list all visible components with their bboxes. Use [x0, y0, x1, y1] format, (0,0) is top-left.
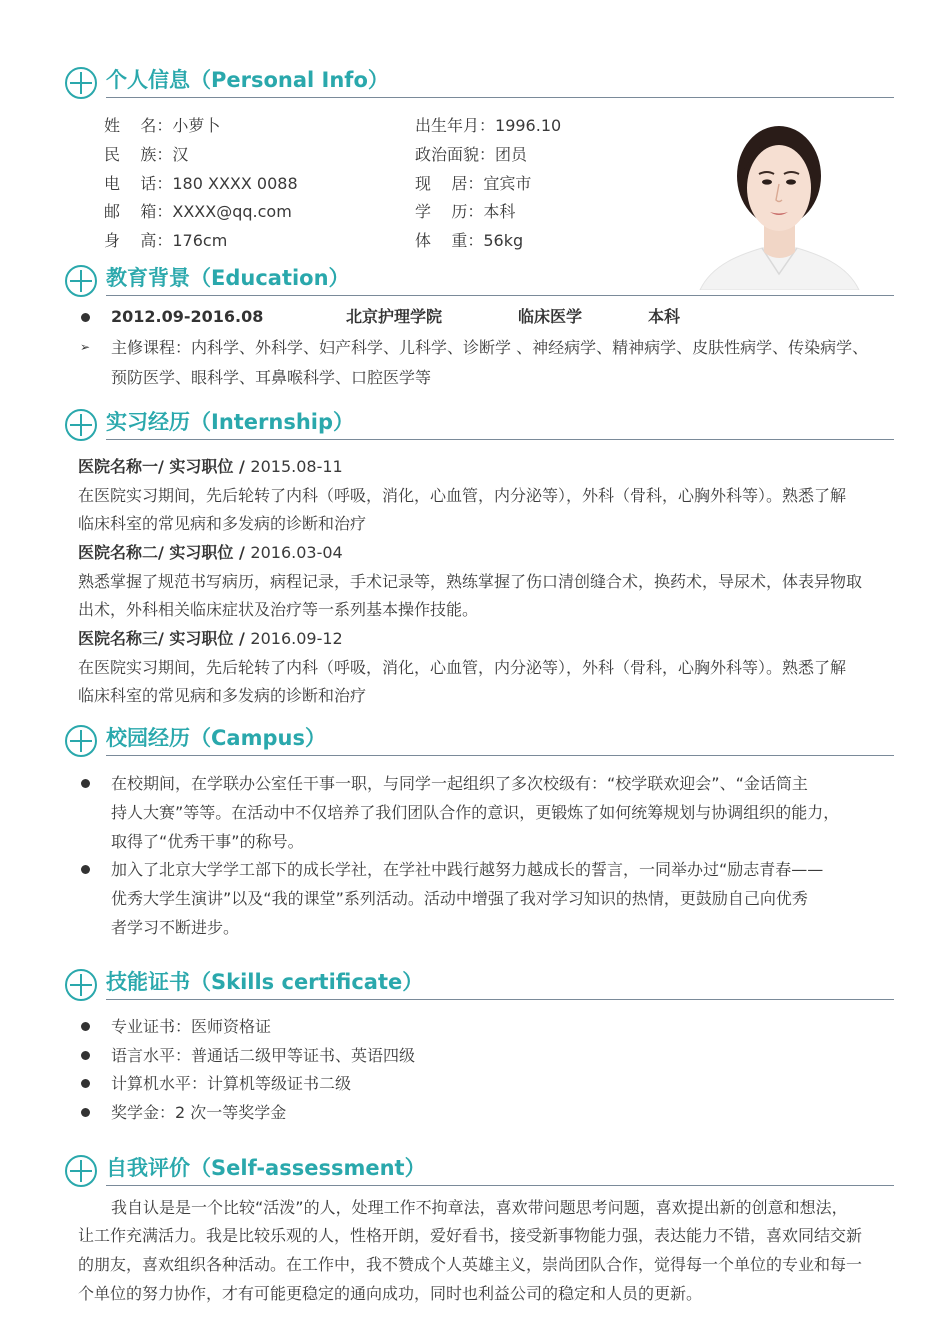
internship-heading — [78, 538, 343, 567]
plus-circle-icon — [64, 408, 98, 442]
info-residence-value: 宜宾市 — [483, 174, 532, 193]
plus-circle-icon — [64, 1154, 98, 1188]
info-height-key: 身 高： — [104, 231, 173, 250]
internship-title: 医院名称一/ 实习职位 / — [78, 457, 251, 476]
skill-item: 计算机水平：计算机等级证书二级 — [111, 1074, 352, 1093]
info-weight-value: 56kg — [483, 231, 524, 250]
info-nation-key: 民 族： — [104, 145, 173, 164]
section-divider — [106, 97, 894, 98]
plus-circle-icon — [64, 66, 98, 100]
edu-courses-line: 主修课程：内科学、外科学、妇产科学、儿科学、诊断学 、神经病学、精神病学、皮肤性病学、传染病学、 — [111, 338, 869, 357]
info-phone-key: 电 话： — [104, 174, 173, 193]
self-assessment-line: 的朋友，喜欢组织各种活动。在工作中，我不赞成个人英雄主义，崇尚团队合作，觉得每一个单位的专业和每一 — [78, 1255, 863, 1274]
info-birth — [415, 116, 561, 136]
campus-line: 优秀大学生演讲”以及“我的课堂”系列活动。活动中增强了我对学习知识的热情，更鼓励自己向优秀 — [111, 889, 808, 908]
info-height-value: 176cm — [172, 231, 228, 250]
section-title-education: 教育背景（Education） — [106, 266, 350, 290]
internship-heading — [78, 624, 343, 653]
self-assessment-line: 我自认是是一个比较“活泼”的人，处理工作不拘章法，喜欢带问题思考问题，喜欢提出新的创意和想法， — [111, 1198, 848, 1217]
plus-circle-icon — [64, 724, 98, 758]
section-divider — [106, 295, 894, 296]
bullet-dot-icon — [81, 779, 90, 788]
internship-desc-line: 在医院实习期间，先后轮转了内科（呼吸，消化，心血管，内分泌等），外科（骨科，心胸外科等）。熟悉了解 — [78, 486, 847, 505]
bullet-dot-icon — [81, 865, 90, 874]
campus-line: 取得了“优秀干事”的称号。 — [111, 832, 304, 851]
campus-line: 持人大赛”等等。在活动中不仅培养了我们团队合作的意识，更锻炼了如何统筹规划与协调组织的能力， — [111, 803, 840, 822]
bullet-dot-icon — [81, 1108, 90, 1117]
info-name-value: 小萝卜 — [172, 116, 221, 135]
info-political-value: 团员 — [495, 145, 528, 164]
info-name — [104, 116, 220, 136]
section-title-self: 自我评价（Self-assessment） — [106, 1156, 426, 1180]
edu-major: 临床医学 — [518, 307, 583, 326]
edu-period: 2012.09-2016.08 — [111, 307, 264, 326]
skill-item: 专业证书：医师资格证 — [111, 1017, 272, 1036]
section-self-header — [64, 1152, 894, 1190]
info-residence — [415, 174, 531, 194]
info-name-key: 姓 名： — [104, 116, 173, 135]
section-divider — [106, 755, 894, 756]
bullet-dot-icon — [81, 313, 90, 322]
info-political-key: 政治面貌： — [415, 145, 496, 164]
plus-circle-icon — [64, 264, 98, 298]
info-phone-value: 180 XXXX 0088 — [172, 174, 298, 193]
section-divider — [106, 439, 894, 440]
info-birth-key: 出生年月： — [415, 116, 496, 135]
info-nation-value: 汉 — [172, 145, 189, 164]
internship-desc-line: 在医院实习期间，先后轮转了内科（呼吸，消化，心血管，内分泌等），外科（骨科，心胸外科等）。熟悉了解 — [78, 658, 847, 677]
section-divider — [106, 1185, 894, 1186]
bullet-dot-icon — [81, 1079, 90, 1088]
internship-desc-line: 出术，外科相关临床症状及治疗等一系列基本操作技能。 — [78, 600, 479, 619]
section-internship-header — [64, 406, 894, 444]
internship-desc-line: 熟悉掌握了规范书写病历，病程记录，手术记录等，熟练掌握了伤口清创缝合术，换药术，导尿术，体表异物取 — [78, 572, 863, 591]
internship-title: 医院名称二/ 实习职位 / — [78, 543, 251, 562]
info-phone — [104, 174, 298, 194]
arrow-bullet-icon: ➢ — [80, 340, 91, 354]
info-weight — [415, 231, 523, 251]
internship-title: 医院名称三/ 实习职位 / — [78, 629, 251, 648]
info-height — [104, 231, 227, 251]
internship-heading — [78, 452, 343, 481]
info-email-key: 邮 箱： — [104, 202, 173, 221]
edu-school: 北京护理学院 — [346, 307, 443, 326]
section-divider — [106, 999, 894, 1000]
info-birth-value: 1996.10 — [495, 116, 562, 135]
internship-date: 2016.03-04 — [250, 543, 343, 562]
bullet-dot-icon — [81, 1022, 90, 1031]
internship-date: 2016.09-12 — [250, 629, 343, 648]
section-personal-header — [64, 64, 894, 102]
self-assessment-line: 个单位的努力协作，才有可能更稳定的通向成功，同时也利益公司的稳定和人员的更新。 — [78, 1284, 703, 1303]
section-title-personal: 个人信息（Personal Info） — [106, 68, 389, 92]
info-residence-key: 现 居： — [415, 174, 484, 193]
section-skills-header — [64, 966, 894, 1004]
edu-degree: 本科 — [648, 307, 681, 326]
edu-courses-line: 预防医学、眼科学、耳鼻喉科学、口腔医学等 — [111, 368, 432, 387]
internship-date: 2015.08-11 — [250, 457, 343, 476]
skill-item: 语言水平：普通话二级甲等证书、英语四级 — [111, 1046, 416, 1065]
plus-circle-icon — [64, 968, 98, 1002]
info-weight-key: 体 重： — [415, 231, 484, 250]
internship-desc-line: 临床科室的常见病和多发病的诊断和治疗 — [78, 514, 367, 533]
section-title-internship: 实习经历（Internship） — [106, 410, 355, 434]
info-nation — [104, 145, 188, 165]
skill-item: 奖学金：2 次一等奖学金 — [111, 1103, 287, 1122]
info-email — [104, 202, 292, 222]
section-title-skills: 技能证书（Skills certificate） — [106, 970, 424, 994]
info-degree-key: 学 历： — [415, 202, 484, 221]
info-degree — [415, 202, 515, 222]
info-degree-value: 本科 — [483, 202, 516, 221]
self-assessment-line: 让工作充满活力。我是比较乐观的人，性格开朗，爱好看书，接受新事物能力强，表达能力不错，喜欢同结交新 — [78, 1226, 863, 1245]
section-campus-header — [64, 722, 894, 760]
info-political — [415, 145, 527, 165]
section-education-header — [64, 262, 894, 300]
campus-line: 加入了北京大学学工部下的成长学社，在学社中践行越努力越成长的誓言，一同举办过“励志青春—— — [111, 860, 824, 879]
section-title-campus: 校园经历（Campus） — [106, 726, 326, 750]
info-email-value: XXXX@qq.com — [172, 202, 292, 221]
bullet-dot-icon — [81, 1051, 90, 1060]
campus-line: 在校期间，在学联办公室任干事一职，与同学一起组织了多次校级有：“校学联欢迎会”、“金话筒主 — [111, 774, 808, 793]
internship-desc-line: 临床科室的常见病和多发病的诊断和治疗 — [78, 686, 367, 705]
campus-line: 者学习不断进步。 — [111, 918, 240, 937]
